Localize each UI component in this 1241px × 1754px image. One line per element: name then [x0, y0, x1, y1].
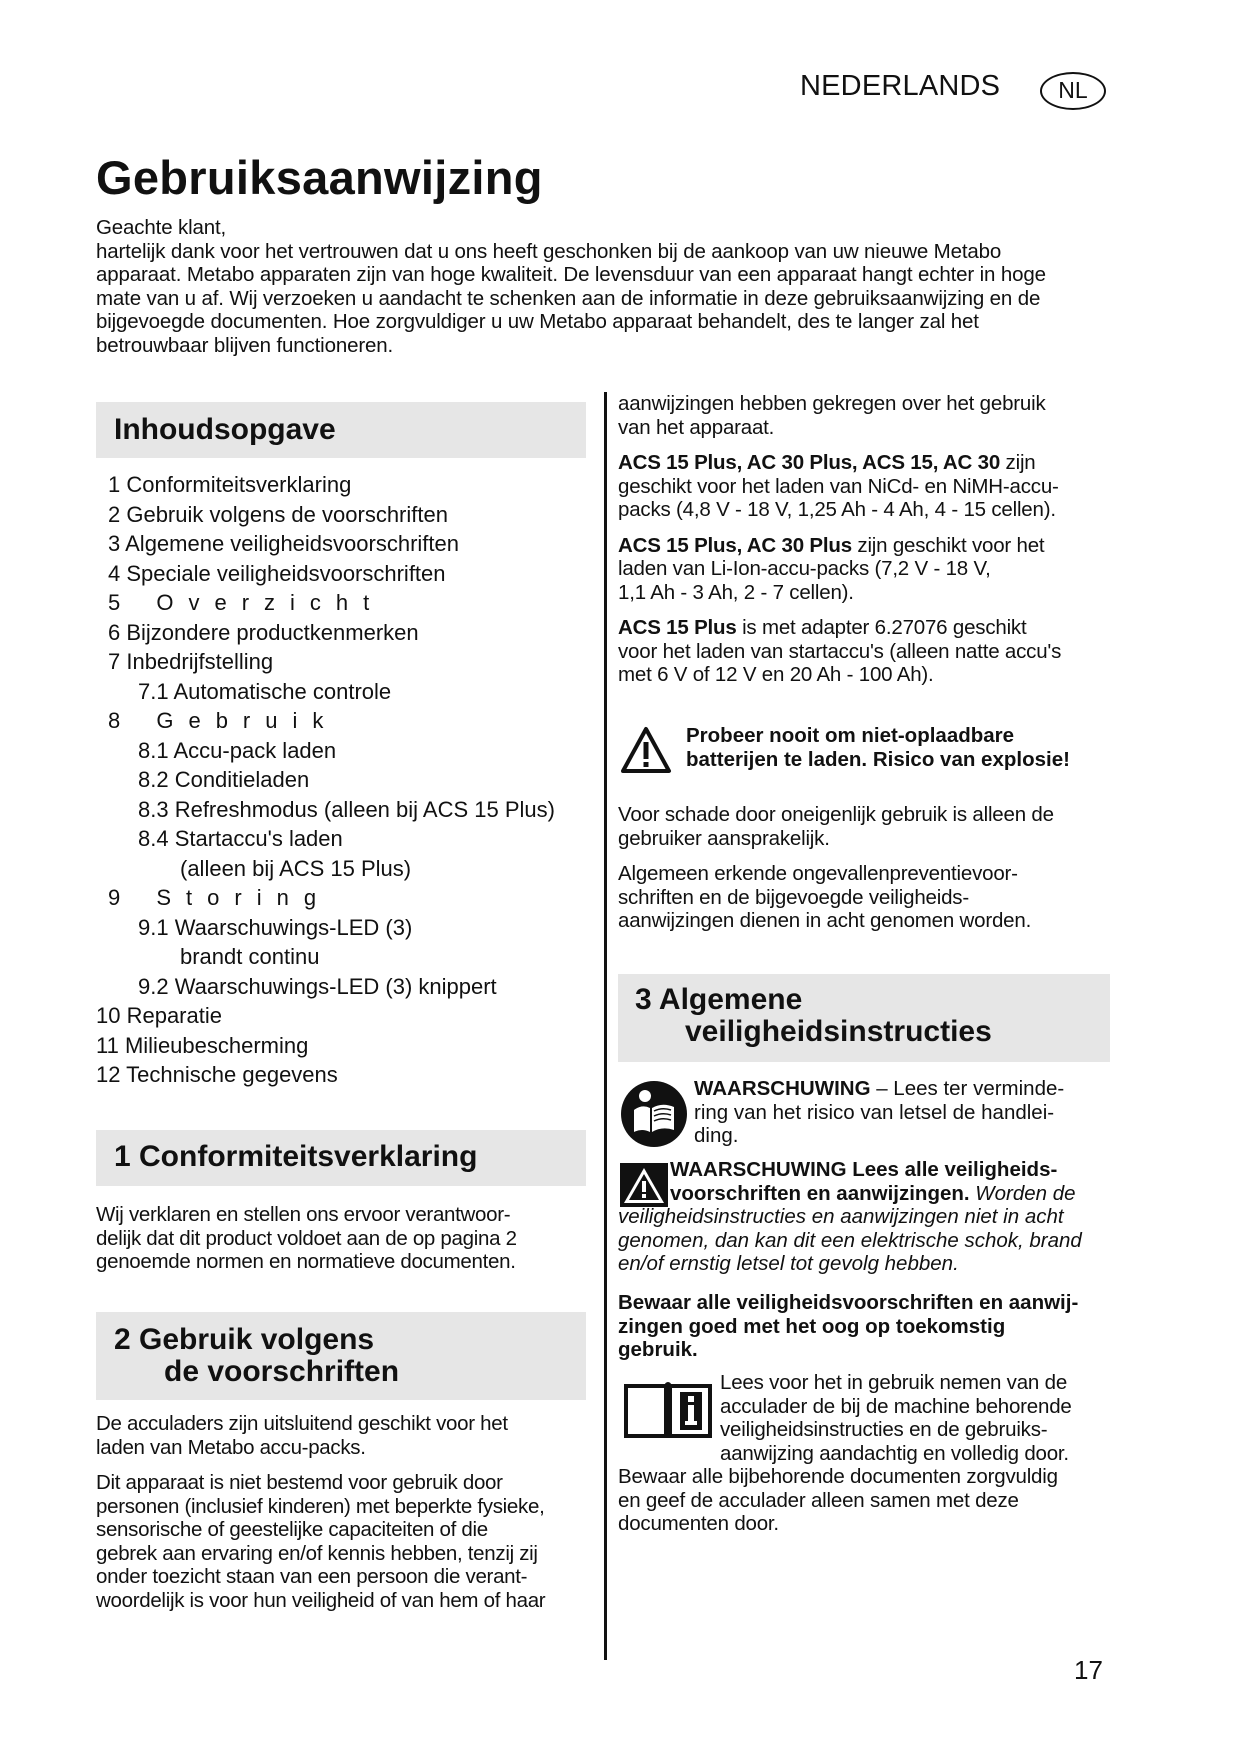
toc-heading: Inhoudsopgave [96, 402, 586, 458]
warning-label: WAARSCHUWING Lees alle veiligheids- [670, 1158, 1058, 1181]
read-manual-icon [620, 1080, 688, 1148]
toc-item[interactable]: 4 Speciale veiligheidsvoorschriften [108, 560, 446, 586]
toc-item[interactable]: 6 Bijzondere productkenmerken [108, 619, 419, 645]
heading-line: veiligheidsinstructies [685, 1015, 992, 1048]
heading-line: 2 Gebruik volgens [114, 1323, 375, 1356]
table-of-contents [96, 470, 596, 1090]
text-line: voor het laden van startaccu's (alleen natte accu's [618, 639, 1062, 663]
text-line: gebruik. [618, 1338, 698, 1361]
paragraph [618, 803, 1118, 850]
section-2-heading [96, 1312, 586, 1400]
text-line: aanwijzingen hebben gekregen over het gebruik [618, 392, 1046, 415]
text-line: documenten door. [618, 1512, 779, 1535]
text-line: genoemde normen en normatieve documenten. [96, 1250, 516, 1273]
text-line: veiligheidsinstructies en aanwijzingen niet in acht [618, 1205, 1064, 1228]
text-line: personen (inclusief kinderen) met beperkte fysieke, [96, 1494, 545, 1518]
toc-item[interactable]: 8.3 Refreshmodus (alleen bij ACS 15 Plus) [138, 796, 555, 822]
text-line: Worden de [969, 1181, 1076, 1205]
toc-item[interactable]: 2 Gebruik volgens de voorschriften [108, 501, 448, 527]
text-line: zingen goed met het oog op toekomstig [618, 1314, 1006, 1338]
text-line: zijn [1000, 451, 1036, 474]
toc-item[interactable]: 8.1 Accu-pack laden [138, 737, 337, 763]
model-names: ACS 15 Plus, AC 30 Plus, ACS 15, AC 30 [618, 451, 1001, 474]
toc-item[interactable]: 3 Algemene veiligheidsvoorschriften [108, 531, 459, 556]
text-line: – Lees ter verminde- [870, 1077, 1065, 1100]
warning-label: voorschriften en aanwijzingen. [670, 1181, 970, 1205]
paragraph [96, 1412, 586, 1459]
section-3-heading [618, 974, 1110, 1062]
text-line: laden van Metabo accu-packs. [96, 1435, 366, 1459]
right-column-top [618, 392, 1118, 699]
page-number: 17 [1074, 1655, 1103, 1685]
toc-item[interactable]: 10 Reparatie [96, 1003, 222, 1028]
paragraph [618, 392, 1118, 439]
intro-line: betrouwbaar blijven functioneren. [96, 333, 394, 357]
text-line: Lees voor het in gebruik nemen van de [720, 1371, 1068, 1394]
text-line: zijn geschikt voor het [851, 533, 1045, 557]
intro-line: bijgevoegde documenten. Hoe zorgvuldiger u uw Metabo apparaat behandelt, des te langer zal het [96, 310, 979, 333]
toc-item[interactable]: 7.1 Automatische controle [138, 678, 392, 704]
text-line: Bewaar alle bijbehorende documenten zorgvuldig [618, 1465, 1058, 1488]
text-line: schriften en de bijgevoegde veiligheids- [618, 885, 969, 909]
section-1-text [96, 1203, 586, 1274]
page-title: Gebruiksaanwijzing [96, 151, 543, 204]
text-line: ring van het risico van letsel de handlei- [694, 1100, 1055, 1124]
text-line: batterijen te laden. Risico van explosie! [686, 747, 1070, 771]
toc-item[interactable]: brandt continu [180, 944, 320, 969]
heading-line: 3 Algemene [635, 983, 803, 1016]
text-line: Bewaar alle veiligheidsvoorschriften en aanwij- [618, 1291, 1079, 1314]
paragraph [96, 1471, 586, 1612]
toc-item[interactable]: 8.2 Conditieladen [138, 767, 310, 792]
model-names: ACS 15 Plus, AC 30 Plus [618, 533, 852, 557]
text-line: Algemeen erkende ongevallenpreventievoor- [618, 862, 1018, 885]
text-line: gebruiker aansprakelijk. [618, 826, 830, 850]
text-line: veiligheidsinstructies en de gebruiks- [720, 1418, 1048, 1441]
toc-item[interactable]: 1 Conformiteitsverklaring [108, 472, 352, 497]
text-line: is met adapter 6.27076 geschikt [736, 616, 1027, 639]
heading-line: de voorschriften [164, 1355, 400, 1388]
text-line: sensorische of geestelijke capaciteiten of die [96, 1518, 488, 1541]
warning-triangle-icon [620, 726, 672, 774]
language-label: NEDERLANDS [800, 70, 1001, 102]
text-line: gebrek aan ervaring en/of kennis hebben, tenzij zij [96, 1541, 538, 1565]
intro-line: mate van u af. Wij verzoeken u aandacht te schenken aan de informatie in deze gebruiksaanwijzing en de [96, 286, 1041, 310]
language-code-badge: NL [1040, 72, 1106, 110]
toc-item[interactable]: 7 Inbedrijfstelling [108, 649, 274, 674]
text-line: van het apparaat. [618, 415, 775, 439]
intro-text [96, 216, 1126, 357]
toc-item[interactable]: 9 Storing [108, 885, 332, 910]
section-2-text [96, 1412, 586, 1624]
text-line: laden van Li-Ion-accu-packs (7,2 V - 18 V, [618, 557, 991, 580]
paragraph [618, 862, 1118, 933]
text-line: onder toezicht staan van een persoon die verant- [96, 1565, 528, 1588]
toc-item[interactable]: (alleen bij ACS 15 Plus) [180, 855, 412, 881]
text-line: 1,1 Ah - 3 Ah, 2 - 7 cellen). [618, 580, 854, 604]
text-line: acculader de bij de machine behorende [720, 1394, 1072, 1418]
column-divider [604, 392, 607, 1660]
text-line: aanwijzing aandachtig en volledig door. [720, 1441, 1069, 1465]
text-line: geschikt voor het laden van NiCd- en NiMH-accu- [618, 474, 1059, 498]
section-1-heading: 1 Conformiteitsverklaring [96, 1130, 586, 1186]
text-line: packs (4,8 V - 18 V, 1,25 Ah - 4 Ah, 4 - 15 cellen). [618, 498, 1056, 521]
text-line: Voor schade door oneigenlijk gebruik is alleen de [618, 803, 1054, 826]
toc-item[interactable]: 11 Milieubescherming [96, 1032, 309, 1058]
battery-warning-text [686, 724, 1116, 771]
intro-line: hartelijk dank voor het vertrouwen dat u ons heeft geschonken bij de aankoop van uw nieuwe Metabo [96, 239, 1002, 263]
text-line: Probeer nooit om niet-oplaadbare [686, 724, 1015, 747]
warning-2-text [618, 1158, 1118, 1276]
warning-label: WAARSCHUWING [694, 1077, 871, 1100]
intro-greeting: Geachte klant, [96, 216, 227, 239]
text-line: ding. [694, 1124, 739, 1147]
text-line: De acculaders zijn uitsluitend geschikt voor het [96, 1412, 508, 1435]
text-line: aanwijzingen dienen in acht genomen worden. [618, 909, 1032, 932]
toc-item[interactable]: 9.1 Waarschuwings-LED (3) [138, 914, 413, 940]
keep-instructions-note [618, 1291, 1118, 1362]
text-line: en geef de acculader alleen samen met deze [618, 1488, 1019, 1512]
intro-line: apparaat. Metabo apparaten zijn van hoge kwaliteit. De levensduur van een apparaat hangt echter in hoge [96, 263, 1046, 286]
text-line: delijk dat dit product voldoet aan de op pagina 2 [96, 1226, 517, 1250]
read-instructions-text [618, 1371, 1118, 1536]
text-line: Dit apparaat is niet bestemd voor gebruik door [96, 1471, 503, 1494]
warning-1-text [694, 1077, 1114, 1148]
text-line: genomen, dan kan dit een elektrische schok, brand [618, 1228, 1082, 1252]
toc-item[interactable]: 9.2 Waarschuwings-LED (3) knippert [138, 973, 497, 999]
text-line: en/of ernstig letsel tot gevolg hebben. [618, 1252, 959, 1275]
toc-item[interactable]: 8 Gebruik [108, 708, 339, 733]
text-line: met 6 V of 12 V en 20 Ah - 100 Ah). [618, 663, 934, 686]
model-names: ACS 15 Plus [618, 616, 737, 639]
paragraph [618, 451, 1118, 522]
text-line: woordelijk is voor hun veiligheid of van hem of haar [96, 1588, 546, 1612]
toc-item[interactable]: 12 Technische gegevens [96, 1062, 338, 1087]
text-line: Wij verklaren en stellen ons ervoor verantwoor- [96, 1203, 511, 1226]
toc-item[interactable]: 8.4 Startaccu's laden [138, 826, 343, 851]
paragraph [618, 534, 1118, 605]
paragraph [618, 616, 1118, 687]
right-column-mid [618, 803, 1118, 945]
toc-item[interactable]: 5 Overzicht [108, 590, 385, 615]
